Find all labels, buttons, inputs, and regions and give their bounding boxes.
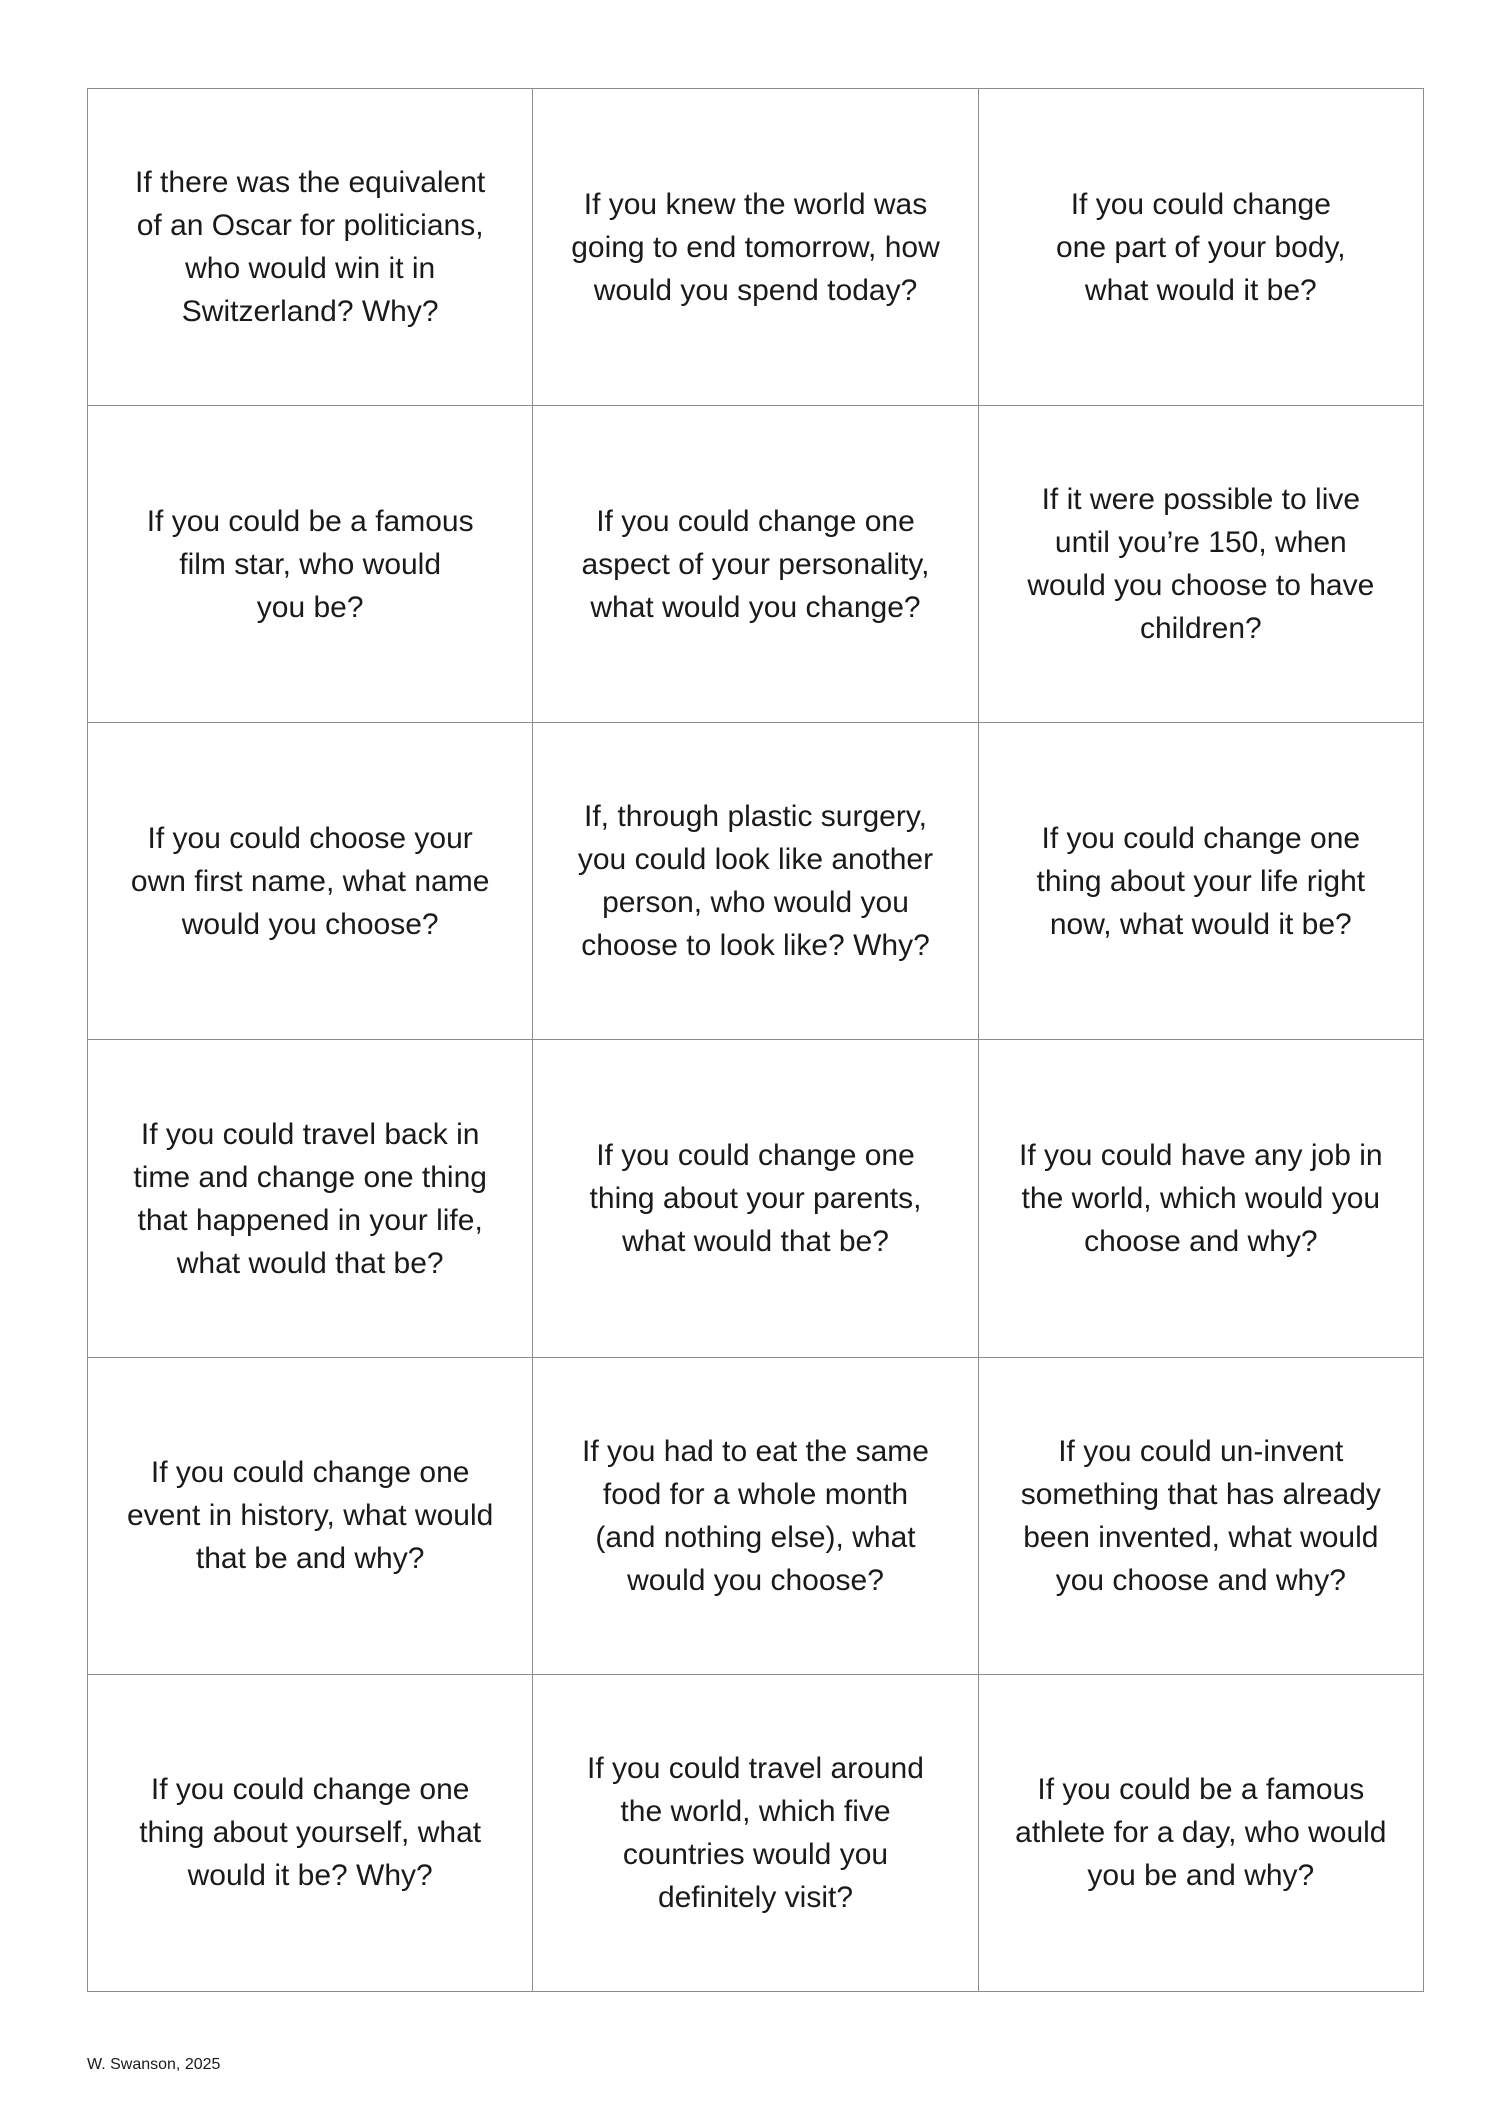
question-card bbox=[533, 1358, 978, 1675]
question-text: If you could have any job in the world, which would you choose and why? bbox=[1019, 1139, 1383, 1259]
question-card bbox=[533, 406, 978, 723]
question-text: If there was the equivalent of an Oscar for politicians, who would win it in Switzerland? Why? bbox=[135, 166, 486, 329]
question-card bbox=[533, 723, 978, 1040]
question-card bbox=[533, 1040, 978, 1357]
question-text: If you could travel back in time and change one thing that happened in your life, what would that be? bbox=[133, 1117, 487, 1280]
question-text: If it were possible to live until you’re 150, when would you choose to have children? bbox=[1027, 483, 1375, 646]
question-card bbox=[979, 1040, 1424, 1357]
question-card bbox=[979, 89, 1424, 406]
question-card bbox=[88, 1040, 533, 1357]
author-credit: W. Swanson, 2025 bbox=[87, 2056, 221, 2073]
question-card bbox=[88, 723, 533, 1040]
question-card bbox=[88, 1358, 533, 1675]
question-text: If you could change one thing about yourself, what would it be? Why? bbox=[139, 1773, 482, 1893]
question-text: If you had to eat the same food for a whole month (and nothing else), what would you choose? bbox=[582, 1434, 929, 1597]
question-card bbox=[88, 406, 533, 723]
question-card bbox=[979, 406, 1424, 723]
question-text: If you could change one thing about your life right now, what would it be? bbox=[1036, 821, 1366, 941]
question-text: If you could change one event in history, what would that be and why? bbox=[127, 1456, 494, 1576]
question-card bbox=[88, 1675, 533, 1992]
question-card-grid bbox=[87, 88, 1424, 1992]
question-text: If, through plastic surgery, you could look like another person, who would you choose to look like? Why? bbox=[577, 800, 934, 963]
question-text: If you could change one aspect of your personality, what would you change? bbox=[581, 504, 930, 624]
question-text: If you could choose your own first name, what name would you choose? bbox=[130, 821, 490, 941]
question-card bbox=[533, 1675, 978, 1992]
question-card bbox=[533, 89, 978, 406]
question-text: If you could change one thing about your parents, what would that be? bbox=[589, 1139, 922, 1259]
question-text: If you could travel around the world, which five countries would you definitely visit? bbox=[587, 1751, 924, 1914]
question-card bbox=[979, 723, 1424, 1040]
question-text: If you could be a famous film star, who would you be? bbox=[146, 504, 474, 624]
question-text: If you could un-invent something that has already been invented, what would you choose and why? bbox=[1020, 1434, 1381, 1597]
question-text: If you knew the world was going to end tomorrow, how would you spend today? bbox=[571, 187, 940, 307]
question-card bbox=[88, 89, 533, 406]
question-card bbox=[979, 1358, 1424, 1675]
question-card bbox=[979, 1675, 1424, 1992]
question-text: If you could be a famous athlete for a day, who would you be and why? bbox=[1015, 1773, 1387, 1893]
question-text: If you could change one part of your body, what would it be? bbox=[1056, 187, 1346, 307]
